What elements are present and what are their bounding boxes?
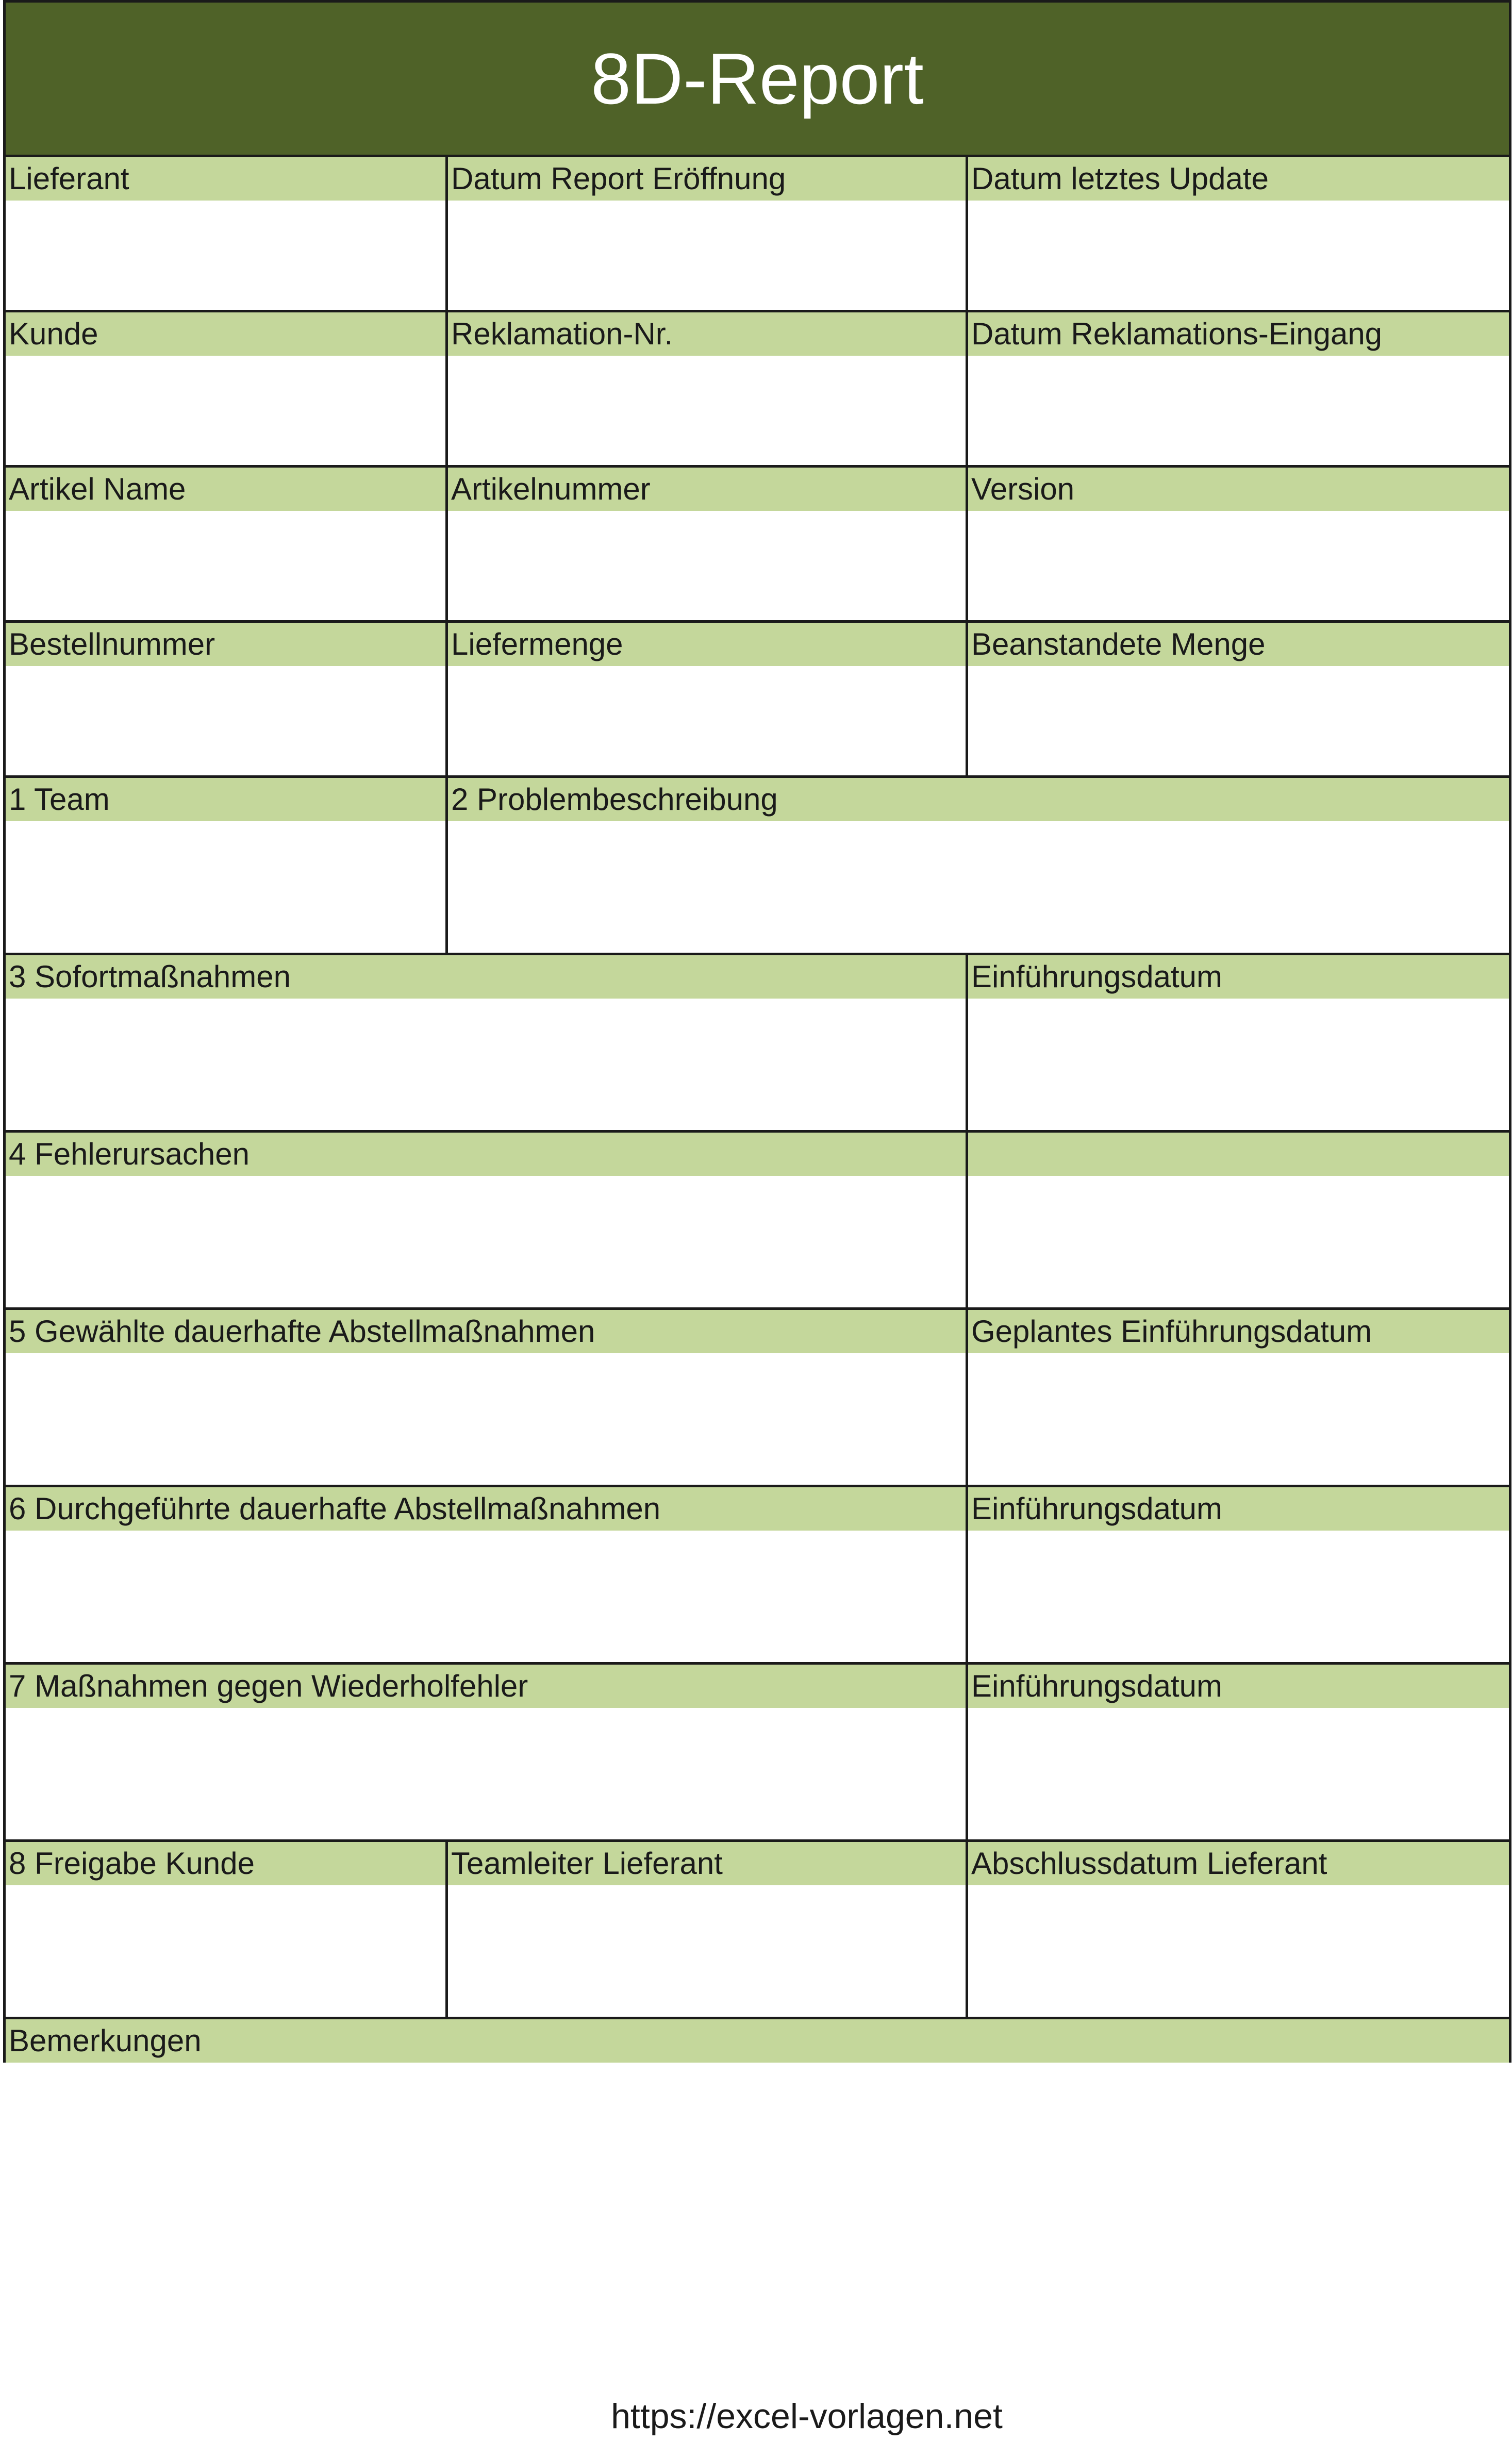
input-einfuehrungsdatum-3[interactable] — [968, 999, 1509, 1130]
input-reklamation-nr[interactable] — [448, 356, 966, 465]
field-wiederholfehler — [5, 1664, 967, 1841]
input-artikel-name[interactable] — [6, 511, 445, 620]
field-freigabe-kunde — [5, 1841, 447, 2018]
field-label: 6 Durchgeführte dauerhafte Abstellmaßnahmen — [6, 1487, 966, 1531]
input-wiederholfehler[interactable] — [6, 1708, 966, 1839]
field-durchgefuehrte-massnahmen — [5, 1486, 967, 1664]
field-label: Artikel Name — [6, 468, 445, 511]
input-einfuehrungsdatum-7[interactable] — [968, 1708, 1509, 1839]
field-label: Bemerkungen — [6, 2019, 1509, 2063]
input-version[interactable] — [968, 511, 1509, 620]
field-datum-report-eroeffnung — [447, 156, 967, 311]
field-bestellnummer — [5, 622, 447, 777]
field-datum-reklamations-eingang — [967, 311, 1510, 467]
field-version — [967, 467, 1510, 622]
report-title: 8D-Report — [5, 2, 1510, 156]
field-lieferant — [5, 156, 447, 311]
input-gewaehlte-massnahmen[interactable] — [6, 1353, 966, 1485]
field-label: Teamleiter Lieferant — [448, 1842, 966, 1885]
field-reklamation-nr — [447, 311, 967, 467]
input-datum-reklamations-eingang[interactable] — [968, 356, 1509, 465]
field-label: 2 Problembeschreibung — [448, 778, 1509, 821]
field-empty — [967, 1132, 1510, 1309]
field-liefermenge — [447, 622, 967, 777]
input-kunde[interactable] — [6, 356, 445, 465]
field-beanstandete-menge — [967, 622, 1510, 777]
field-label: Einführungsdatum — [968, 1487, 1509, 1531]
input-artikelnummer[interactable] — [448, 511, 966, 620]
field-label: Bestellnummer — [6, 623, 445, 666]
input-abschlussdatum-lieferant[interactable] — [968, 1885, 1509, 2017]
field-label: 1 Team — [6, 778, 445, 821]
field-label: Einführungsdatum — [968, 955, 1509, 999]
field-label: 8 Freigabe Kunde — [6, 1842, 445, 1885]
input-durchgefuehrte-massnahmen[interactable] — [6, 1531, 966, 1662]
field-label: Reklamation-Nr. — [448, 312, 966, 356]
field-label: Lieferant — [6, 157, 445, 201]
input-teamleiter-lieferant[interactable] — [448, 1885, 966, 2017]
field-label: Artikelnummer — [448, 468, 966, 511]
field-teamleiter-lieferant — [447, 1841, 967, 2018]
input-problembeschreibung[interactable] — [448, 821, 1509, 953]
footer-url: https://excel-vorlagen.net — [611, 2397, 1003, 2436]
field-kunde — [5, 311, 447, 467]
input-bestellnummer[interactable] — [6, 666, 445, 775]
field-label: Einführungsdatum — [968, 1665, 1509, 1708]
field-einfuehrungsdatum-3 — [967, 954, 1510, 1132]
field-label: Abschlussdatum Lieferant — [968, 1842, 1509, 1885]
field-gewaehlte-massnahmen — [5, 1309, 967, 1486]
field-sofortmassnahmen — [5, 954, 967, 1132]
input-liefermenge[interactable] — [448, 666, 966, 775]
input-datum-letztes-update[interactable] — [968, 201, 1509, 310]
field-einfuehrungsdatum-6 — [967, 1486, 1510, 1664]
field-label-empty — [968, 1133, 1509, 1176]
input-beanstandete-menge[interactable] — [968, 666, 1509, 775]
input-team[interactable] — [6, 821, 445, 953]
field-label: Kunde — [6, 312, 445, 356]
field-datum-letztes-update — [967, 156, 1510, 311]
bemerkungen-input-area[interactable] — [3, 2067, 1509, 2377]
field-label: Liefermenge — [448, 623, 966, 666]
field-label: Version — [968, 468, 1509, 511]
field-label: Datum letztes Update — [968, 157, 1509, 201]
field-abschlussdatum-lieferant — [967, 1841, 1510, 2018]
field-team — [5, 777, 447, 954]
field-label: Beanstandete Menge — [968, 623, 1509, 666]
field-geplantes-einfuehrungsdatum — [967, 1309, 1510, 1486]
field-bemerkungen — [5, 2018, 1510, 2063]
field-label: 7 Maßnahmen gegen Wiederholfehler — [6, 1665, 966, 1708]
input-freigabe-kunde[interactable] — [6, 1885, 445, 2017]
input-geplantes-einfuehrungsdatum[interactable] — [968, 1353, 1509, 1485]
field-fehlerursachen — [5, 1132, 967, 1309]
field-artikel-name — [5, 467, 447, 622]
input-fehlerursachen[interactable] — [6, 1176, 966, 1307]
input-sofortmassnahmen[interactable] — [6, 999, 966, 1130]
field-label: Datum Reklamations-Eingang — [968, 312, 1509, 356]
field-label: 3 Sofortmaßnahmen — [6, 955, 966, 999]
report-form — [3, 0, 1511, 2063]
field-einfuehrungsdatum-7 — [967, 1664, 1510, 1841]
input-lieferant[interactable] — [6, 201, 445, 310]
input-empty[interactable] — [968, 1176, 1509, 1307]
field-label: Geplantes Einführungsdatum — [968, 1310, 1509, 1353]
field-artikelnummer — [447, 467, 967, 622]
field-label: 4 Fehlerursachen — [6, 1133, 966, 1176]
input-einfuehrungsdatum-6[interactable] — [968, 1531, 1509, 1662]
input-datum-report-eroeffnung[interactable] — [448, 201, 966, 310]
field-problembeschreibung — [447, 777, 1510, 954]
field-label: 5 Gewählte dauerhafte Abstellmaßnahmen — [6, 1310, 966, 1353]
field-label: Datum Report Eröffnung — [448, 157, 966, 201]
